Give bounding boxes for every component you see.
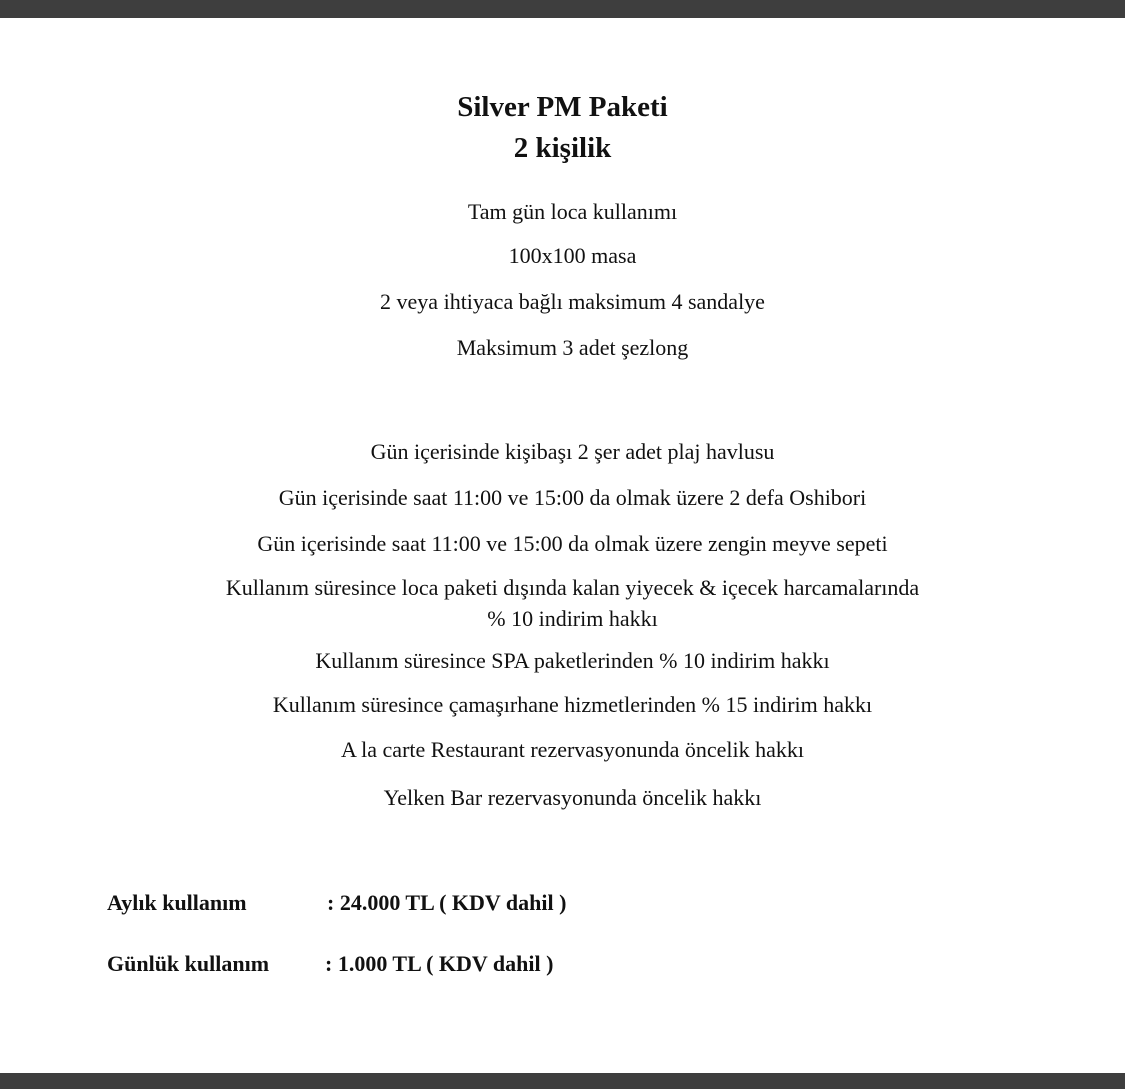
package-subtitle: 2 kişilik xyxy=(513,132,612,164)
benefit-line: Yelken Bar rezervasyonunda öncelik hakkı xyxy=(383,785,762,810)
benefit-line: A la carte Restaurant rezervasyonunda öncelik hakkı xyxy=(340,737,805,762)
top-frame-bar xyxy=(0,0,1125,18)
benefit-line-continued: % 10 indirim hakkı xyxy=(487,606,658,631)
daily-price-value: : 1.000 TL ( KDV dahil ) xyxy=(325,951,554,976)
monthly-price-row xyxy=(107,889,567,917)
benefit-line: Kullanım süresince çamaşırhane hizmetlerinden % 15 indirim hakkı xyxy=(272,692,873,717)
benefit-line: Kullanım süresince SPA paketlerinden % 10 indirim hakkı xyxy=(315,648,830,673)
benefit-line: Gün içerisinde kişibaşı 2 şer adet plaj havlusu xyxy=(370,439,775,464)
feature-line: Tam gün loca kullanımı xyxy=(467,199,678,224)
daily-price-label: Günlük kullanım xyxy=(107,951,270,976)
monthly-price-label: Aylık kullanım xyxy=(107,890,247,915)
daily-price-row xyxy=(107,950,554,978)
feature-line: Maksimum 3 adet şezlong xyxy=(456,335,689,360)
feature-line: 2 veya ihtiyaca bağlı maksimum 4 sandalye xyxy=(380,289,765,314)
benefit-line: Gün içerisinde saat 11:00 ve 15:00 da olmak üzere 2 defa Oshibori xyxy=(278,485,867,510)
benefit-line: Kullanım süresince loca paketi dışında kalan yiyecek & içecek harcamalarında xyxy=(225,575,920,600)
benefit-line: Gün içerisinde saat 11:00 ve 15:00 da olmak üzere zengin meyve sepeti xyxy=(257,531,888,556)
feature-line: 100x100 masa xyxy=(508,243,637,268)
monthly-price-value: : 24.000 TL ( KDV dahil ) xyxy=(327,890,567,915)
package-title: Silver PM Paketi xyxy=(457,91,668,123)
bottom-frame-bar xyxy=(0,1073,1125,1089)
